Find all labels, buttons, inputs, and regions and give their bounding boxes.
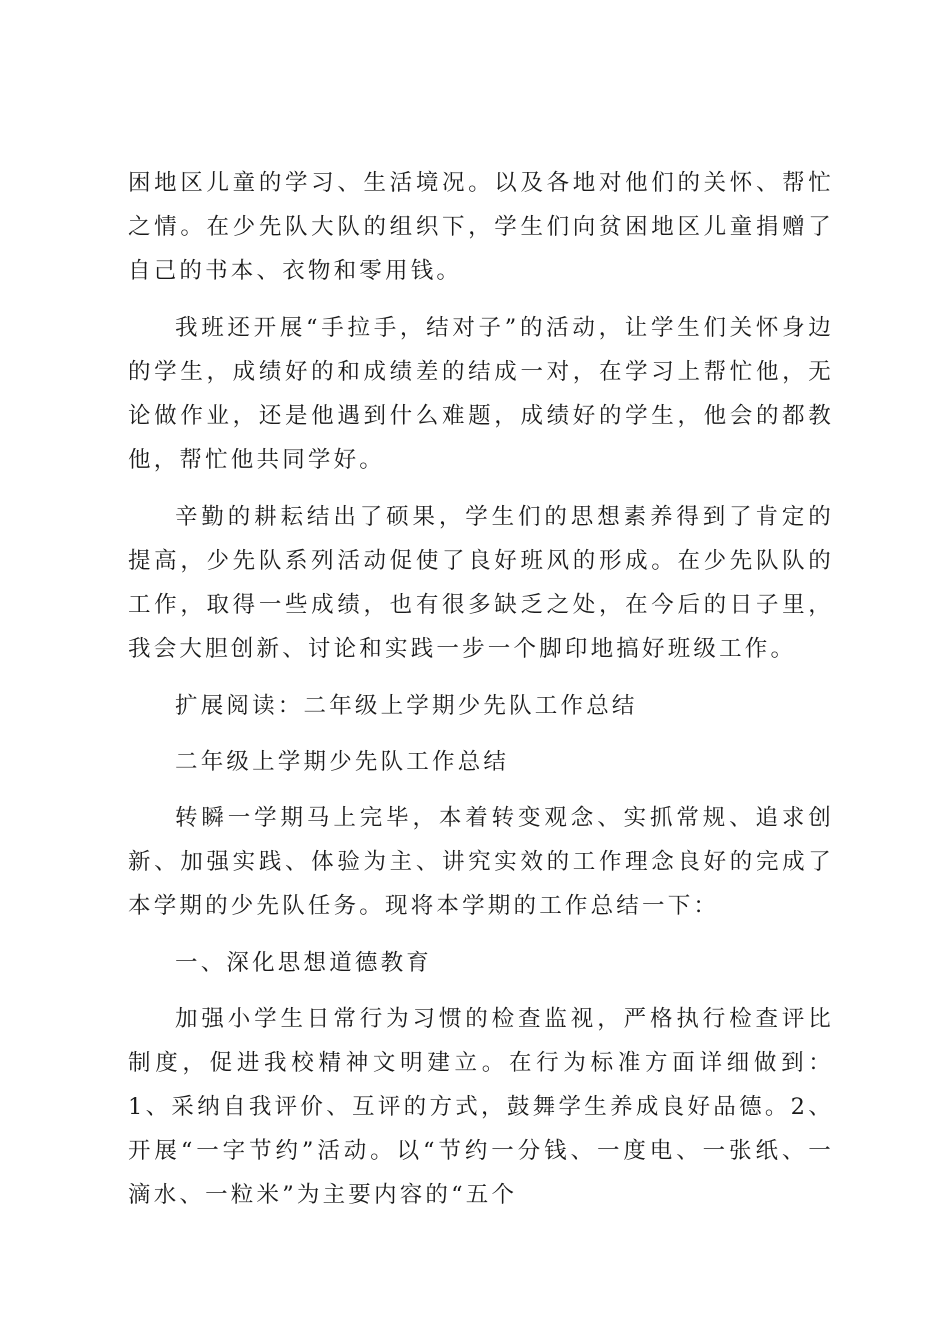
section-title: 二年级上学期少先队工作总结 — [175, 749, 510, 775]
document-body — [128, 161, 834, 1230]
paragraph-pairing-activity: 我班还开展“手拉手，结对子”的活动，让学生们关怀身边的学生，成绩好的和成绩差的结成一对，在学习上帮忙他，无论做作业，还是他遇到什么难题，成绩好的学生，他会的都教他，帮忙他共同学好。 — [128, 315, 834, 473]
extended-reading-line: 扩展阅读：二年级上学期少先队工作总结 — [175, 693, 638, 719]
heading-moral-education: 一、深化思想道德教育 — [175, 950, 433, 976]
paragraph-intro: 转瞬一学期马上完毕，本着转变观念、实抓常规、追求创新、加强实践、体验为主、讲究实效的工作理念良好的完成了本学期的少先队任务。现将本学期的工作总结一下： — [128, 805, 834, 919]
paragraph-results: 辛勤的耕耘结出了硕果，学生们的思想素养得到了肯定的提高，少先队系列活动促使了良好班风的形成。在少先队队的工作，取得一些成绩，也有很多缺乏之处，在今后的日子里，我会大胆创新、讨论和实践一步一个脚印地搞好班级工作。 — [128, 504, 834, 662]
paragraph-continuation: 困地区儿童的学习、生活境况。以及各地对他们的关怀、帮忙之情。在少先队大队的组织下，学生们向贫困地区儿童捐赠了自己的书本、衣物和零用钱。 — [128, 170, 834, 284]
paragraph-behavior: 加强小学生日常行为习惯的检查监视，严格执行检查评比制度，促进我校精神文明建立。在行为标准方面详细做到：1、采纳自我评价、互评的方式，鼓舞学生养成良好品德。2、开展“一字节约”活动。以“节约一分钱、一度电、一张纸、一滴水、一粒米”为主要内容的“五个 — [128, 1006, 834, 1208]
